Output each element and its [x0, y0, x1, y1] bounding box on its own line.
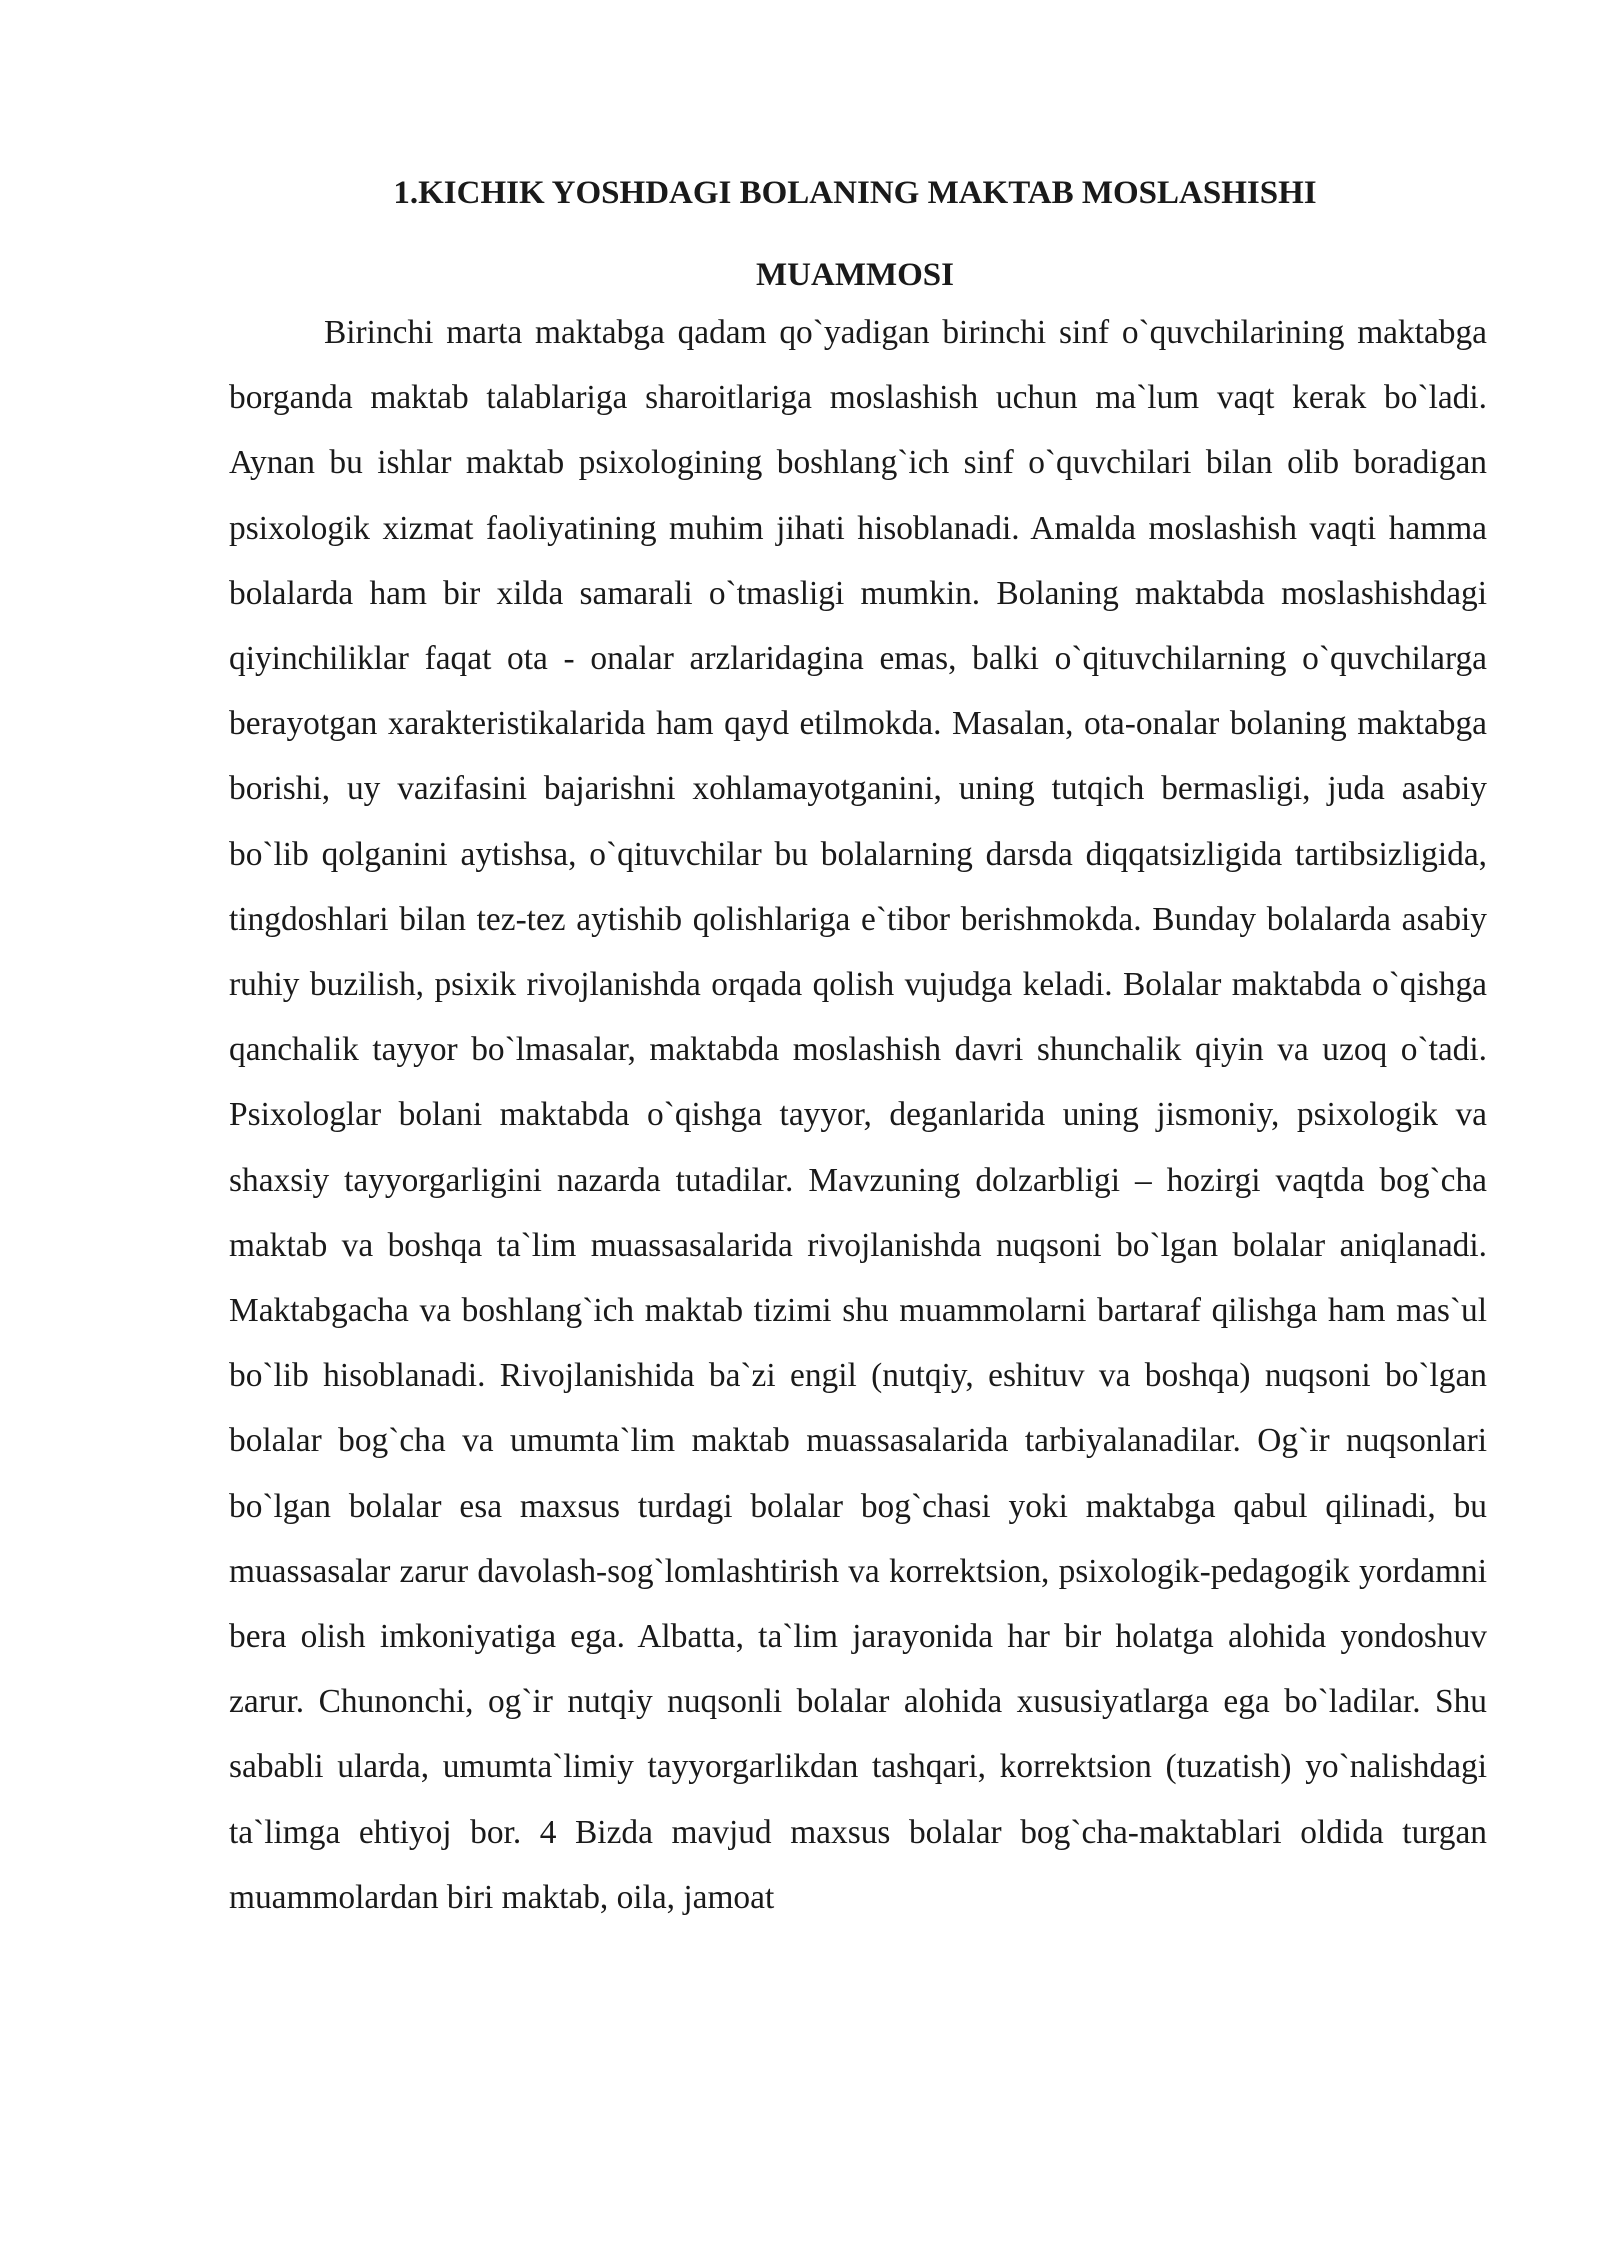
document-paragraph: Birinchi marta maktabga qadam qo`yadigan birinchi sinf o`quvchilarining maktabga borganda maktab talablariga sharoitlariga moslashish uchun ma`lum vaqt kerak bo`ladi. Aynan bu ishlar maktab psixologining boshlang`ich sinf o`quvchilari bilan olib boradigan psixologik xizmat faoliyatining muhim jihati hisoblanadi. Amalda moslashish vaqti hamma bolalarda ham bir xilda samarali o`tmasligi mumkin. Bolaning maktabda moslashishdagi qiyinchiliklar faqat ota - onalar arzlaridagina emas, balki o`qituvchilarning o`quvchilarga berayotgan xarakteristikalarida ham qayd etilmokda. Masalan, ota-onalar bolaning maktabga borishi, uy vazifasini bajarishni xohlamayotganini, uning tutqich bermasligi, juda asabiy bo`lib qolganini aytishsa, o`qituvchilar bu bolalarning darsda diqqatsizligida tartibsizligida, tingdoshlari bilan tez-tez aytishib qolishlariga e`tibor berishmokda. Bunday bolalarda asabiy ruhiy buzilish, psixik rivojlanishda orqada qolish vujudga keladi. Bolalar maktabda o`qishga qanchalik tayyor bo`lmasalar, maktabda moslashish davri shunchalik qiyin va uzoq o`tadi. Psixologlar bolani maktabda o`qishga tayyor, deganlarida uning jismoniy, psixologik va shaxsiy tayyorgarligini nazarda tutadilar. Mavzuning dolzarbligi – hozirgi vaqtda bog`cha maktab va boshqa ta`lim muassasalarida rivojlanishda nuqsoni bo`lgan bolalar aniqlanadi. Maktabgacha va boshlang`ich maktab tizimi shu muammolarni bartaraf qilishga ham mas`ul bo`lib hisoblanadi. Rivojlanishida ba`zi engil (nutqiy, eshituv va boshqa) nuqsoni bo`lgan bolalar bog`cha va umumta`lim maktab muassasalarida tarbiyalanadilar. Og`ir nuqsonlari bo`lgan bolalar esa maxsus turdagi bolalar bog`chasi yoki maktabga qabul qilinadi, bu muassasalar zarur davolash-sog`lomlashtirish va korrektsion, psixologik-pedagogik yordamni bera olish imkoniyatiga ega. Albatta, ta`lim jarayonida har bir holatga alohida yondoshuv zarur. Chunonchi, og`ir nutqiy nuqsonli bolalar alohida xususiyatlarga ega bo`ladilar. Shu sababli ularda, umumta`limiy tayyorgarlikdan tashqari, korrektsion (tuzatish) yo`nalishdagi ta`limga ehtiyoj bor. 4 Bizda mavjud maxsus bolalar bog`cha-maktablari oldida turgan muammolardan biri maktab, oila, jamoat — [229, 314, 1487, 1916]
document-heading: 1.KICHIK YOSHDAGI BOLANING MAKTAB MOSLASHISHI MUAMMOSI — [393, 175, 1317, 293]
